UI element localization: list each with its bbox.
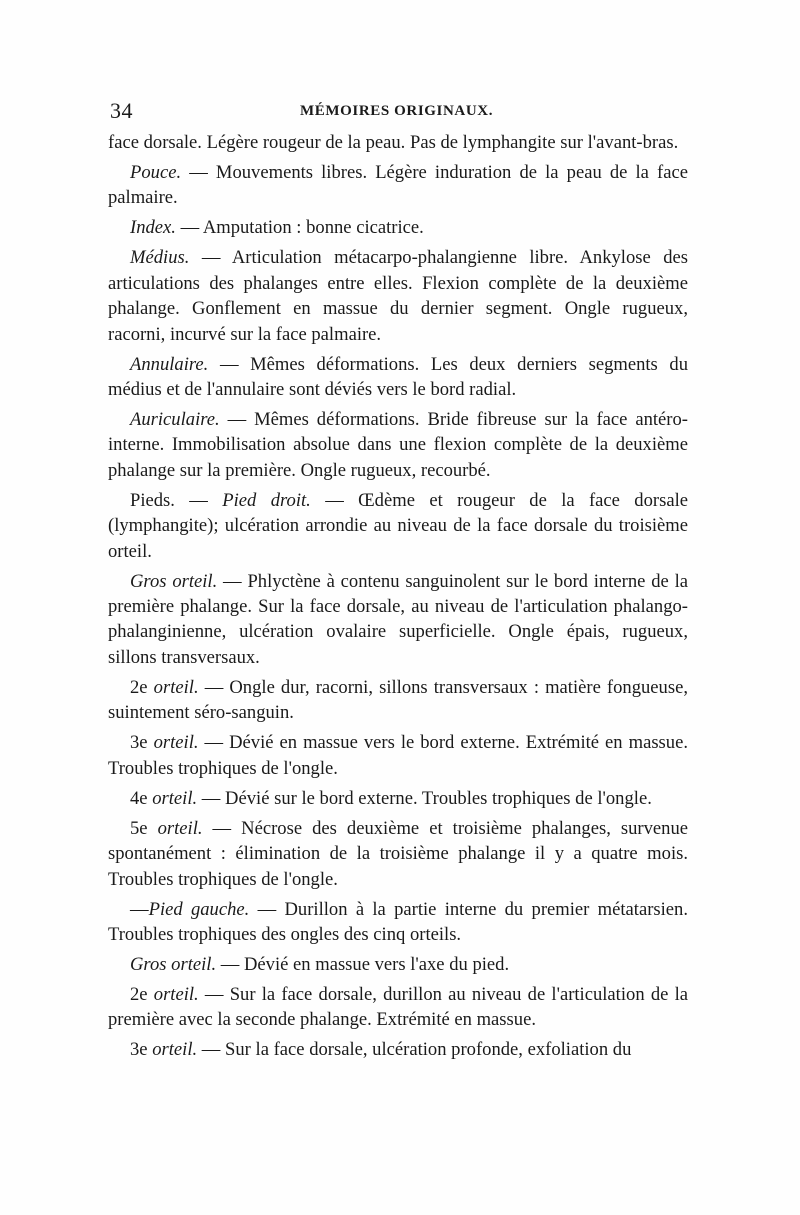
body-text xyxy=(108,130,688,1067)
paragraph-text: — Sur la face dorsale, ulcération profonde, exfoliation du xyxy=(197,1039,632,1061)
paragraph-lead: Auriculaire. xyxy=(130,409,220,431)
paragraph-text: — Amputation : bonne cicatrice. xyxy=(175,217,424,239)
paragraph-lead: Pouce. xyxy=(130,162,182,183)
paragraph-text: — Durillon à la partie interne du premier métatarsien. Troubles trophiques des ongles des cinq orteils. xyxy=(108,898,688,945)
paragraph-text: — Articulation métacarpo-phalangienne libre. Ankylose des articulations des phalanges entre elles. Flexion complète de la deuxième phalange. Gonflement en massue du dernier segment. Ongle rugueux, racorni, incurvé sur la face palmaire. xyxy=(108,247,688,345)
paragraph-text: — Dévié sur le bord externe. Troubles trophiques de l'ongle. xyxy=(197,787,652,809)
paragraph-lead: Pied gauche. xyxy=(148,898,250,920)
paragraph-index xyxy=(108,215,688,240)
paragraph-text: — Mêmes déformations. Les deux derniers segments du médius et de l'annulaire sont déviés vers le bord radial. xyxy=(108,353,688,401)
paragraph-text: — Ongle dur, racorni, sillons transversaux : matière fongueuse, suintement séro-sanguin. xyxy=(108,676,688,724)
paragraph-lead: Pied droit. xyxy=(222,489,311,511)
paragraph-number: 5e xyxy=(130,817,148,839)
paragraph-3e-orteil-droit xyxy=(108,730,688,781)
paragraph-text: — Sur la face dorsale, durillon au niveau de l'articulation de la première avec la seconde phalange. Extrémité en massue. xyxy=(108,983,688,1031)
paragraph-text: face dorsale. Légère rougeur de la peau. Pas de lymphangite sur l'avant-bras. xyxy=(108,132,679,153)
paragraph-text: — Mouvements libres. Légère induration de la peau de la face palmaire. xyxy=(108,162,688,209)
paragraph-pied-gauche xyxy=(108,897,688,948)
paragraph-number: 3e xyxy=(130,732,148,754)
paragraph-lead: orteil. xyxy=(147,817,203,839)
paragraph-lead: Gros orteil. xyxy=(130,953,217,975)
paragraph-pouce xyxy=(108,160,688,211)
paragraph-lead: orteil. xyxy=(147,676,199,698)
paragraph-lead: orteil. xyxy=(147,1039,198,1061)
paragraph-text: — Œdème et rougeur de la face dorsale (lymphangite); ulcération arrondie au niveau de la face dorsale du troisième orteil. xyxy=(108,489,688,562)
paragraph-lead: Index. xyxy=(130,217,176,239)
paragraph-auriculaire xyxy=(108,407,688,483)
paragraph-lead: orteil. xyxy=(147,732,199,754)
paragraph-pied-droit xyxy=(108,488,688,564)
paragraph-text: — Dévié en massue vers le bord externe. Extrémité en massue. Troubles trophiques de l'ongle. xyxy=(108,732,688,779)
page-header xyxy=(110,98,690,126)
paragraph-text: — Phlyctène à contenu sanguinolent sur le bord interne de la première phalange. Sur la face dorsale, au niveau de l'articulation phalango-phalanginienne, ulcération ovalaire superficielle. Ongle épais, rugueux, sillons transversaux. xyxy=(108,570,688,668)
paragraph-text: — Dévié en massue vers l'axe du pied. xyxy=(216,953,510,975)
paragraph-lead: orteil. xyxy=(147,787,198,809)
paragraph-text: Pieds. — xyxy=(130,489,223,511)
paragraph-number: 2e xyxy=(130,676,148,698)
running-title: MÉMOIRES ORIGINAUX. xyxy=(300,103,494,119)
paragraph-number: 3e xyxy=(130,1039,148,1061)
paragraph-lead: Médius. xyxy=(130,247,190,269)
paragraph-annulaire xyxy=(108,352,688,403)
paragraph-dash: — xyxy=(130,898,149,920)
paragraph-2e-orteil-droit xyxy=(108,675,688,726)
paragraph-continuation xyxy=(108,130,688,155)
page-number: 34 xyxy=(110,98,133,123)
paragraph-medius xyxy=(108,245,688,347)
paragraph-lead: orteil. xyxy=(147,983,199,1005)
paragraph-2e-orteil-gauche xyxy=(108,982,688,1033)
paragraph-text: — Nécrose des deuxième et troisième phalanges, survenue spontanément : élimination de la troisième phalange il y a quatre mois. Troubles trophiques de l'ongle. xyxy=(108,817,688,890)
paragraph-text: — Mêmes déformations. Bride fibreuse sur la face antéro-interne. Immobilisation absolue dans une flexion complète de la deuxième phalange sur la première. Ongle rugueux, recourbé. xyxy=(108,409,688,481)
paragraph-lead: Annulaire. xyxy=(130,353,209,375)
paragraph-4e-orteil-droit xyxy=(108,786,688,811)
paragraph-lead: Gros orteil. xyxy=(130,570,218,592)
paragraph-gros-orteil-gauche xyxy=(108,952,688,977)
paragraph-number: 4e xyxy=(130,787,148,809)
paragraph-number: 2e xyxy=(130,983,148,1005)
paragraph-gros-orteil-droit xyxy=(108,569,688,671)
paragraph-5e-orteil-droit xyxy=(108,816,688,892)
paragraph-3e-orteil-gauche xyxy=(108,1037,688,1062)
